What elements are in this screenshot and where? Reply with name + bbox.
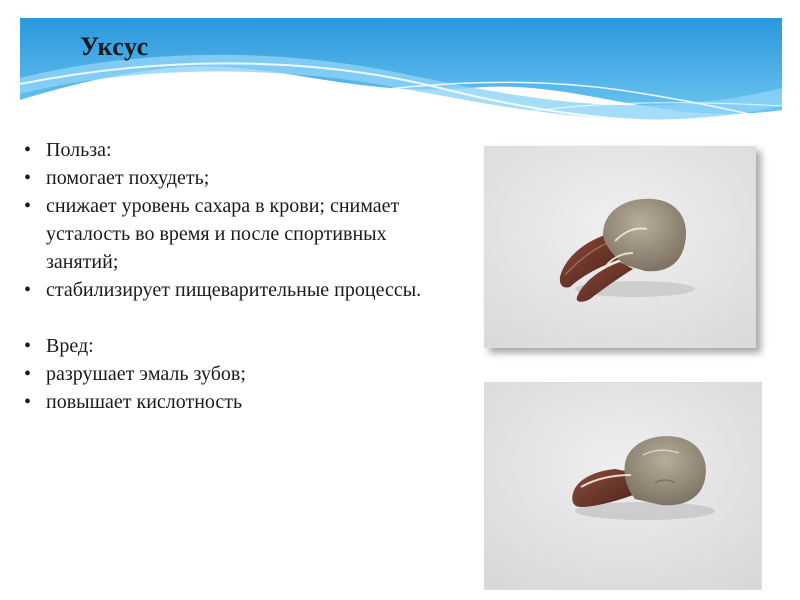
slide-title: Уксус — [80, 32, 149, 61]
bullet-list — [22, 136, 452, 416]
tooth-photo-1 — [484, 146, 756, 348]
benefits-header: • Польза: — [22, 136, 452, 164]
list-spacer — [22, 304, 452, 332]
harm-item: • повышает кислотность — [22, 388, 452, 416]
eroded-tooth-image — [485, 383, 761, 589]
tooth-photo-2 — [484, 382, 762, 590]
eroded-tooth-image — [485, 147, 755, 347]
benefit-item: • помогает похудеть; — [22, 164, 452, 192]
benefit-item: • снижает уровень сахара в крови; снимает усталость во время и после спортивных занятий; — [22, 192, 452, 276]
harms-header: • Вред: — [22, 332, 452, 360]
benefit-item: • стабилизирует пищеварительные процессы. — [22, 276, 452, 304]
harm-item: • разрушает эмаль зубов; — [22, 360, 452, 388]
